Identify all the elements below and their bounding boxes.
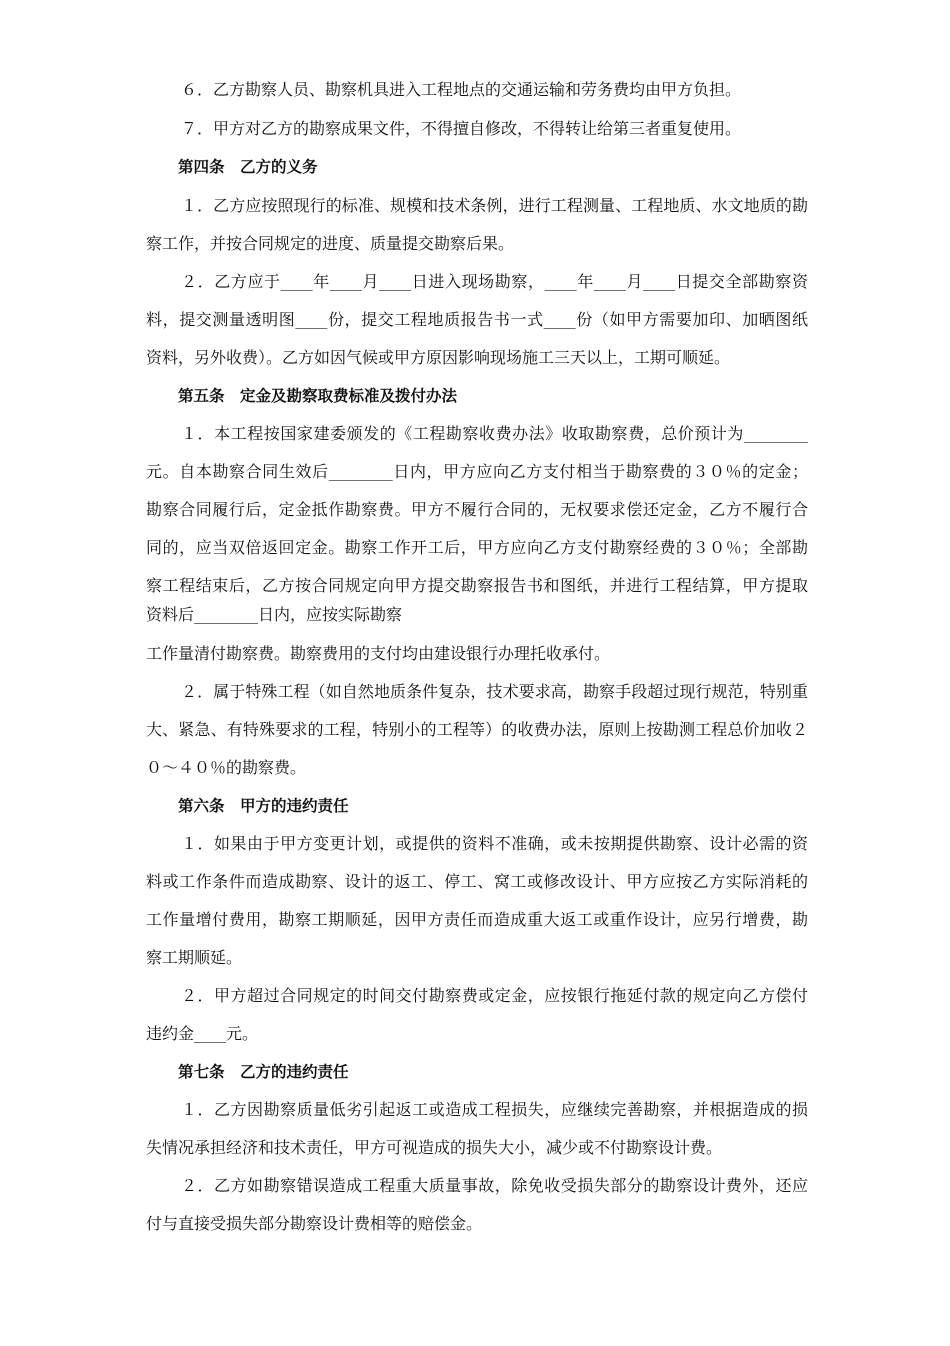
article-5-item-2-line-2: 大、紧急、有特殊要求的工程，特别小的工程等）的收费办法，原则上按勘测工程总价加收２ [146,720,808,739]
article-5-item-2-line-3: ０～４０％的勘察费。 [146,758,307,777]
article-6-item-2-line-1: ２．甲方超过合同规定的时间交付勘察费或定金，应按银行拖延付款的规定向乙方偿付 [181,986,808,1005]
article-5-item-1-line-6: 资料后________日内，应按实际勘察 [146,605,403,624]
article-4-item-1-line-1: １．乙方应按照现行的标准、规模和技术条例，进行工程测量、工程地质、水文地质的勘 [181,196,808,215]
article-5-item-1-line-5: 察工程结束后，乙方按合同规定向甲方提交勘察报告书和图纸，并进行工程结算，甲方提取 [146,576,808,595]
article-6-item-1-line-2: 料或工作条件而造成勘察、设计的返工、停工、窝工或修改设计、甲方应按乙方实际消耗的 [146,872,808,891]
article-7-item-1-line-2: 失情况承担经济和技术责任，甲方可视造成的损失大小，减少或不付勘察设计费。 [146,1138,723,1157]
clause-7: ７．甲方对乙方的勘察成果文件，不得擅自修改，不得转让给第三者重复使用。 [181,119,742,138]
article-7-item-1-line-1: １．乙方因勘察质量低劣引起返工或造成工程损失，应继续完善勘察，并根据造成的损 [181,1100,808,1119]
article-5-item-1-line-3: 勘察合同履行后，定金抵作勘察费。甲方不履行合同的，无权要求偿还定金，乙方不履行合 [146,500,808,519]
article-4-item-2-line-1: ２．乙方应于____年____月____日进入现场勘察，____年____月____日提交全部勘察资 [181,272,808,291]
article-5-item-2-line-1: ２．属于特殊工程（如自然地质条件复杂，技术要求高，勘察手段超过现行规范，特别重 [181,682,808,701]
article-4-title: 第四条 乙方的义务 [178,158,318,176]
clause-6: ６．乙方勘察人员、勘察机具进入工程地点的交通运输和劳务费均由甲方负担。 [181,80,742,99]
article-5-item-1-line-1: １．本工程按国家建委颁发的《工程勘察收费办法》收取勘察费，总价预计为________ [181,424,808,443]
article-4-item-2-line-2: 料，提交测量透明图____份，提交工程地质报告书一式____份（如甲方需要加印、加晒图纸 [146,310,808,329]
article-7-item-2-line-1: ２．乙方如勘察错误造成工程重大质量事故，除免收受损失部分的勘察设计费外，还应 [181,1176,808,1195]
article-7-item-2-line-2: 付与直接受损失部分勘察设计费相等的赔偿金。 [146,1214,483,1233]
article-4-item-1-line-2: 察工作，并按合同规定的进度、质量提交勘察后果。 [146,234,515,253]
article-6-item-1-line-1: １．如果由于甲方变更计划，或提供的资料不准确，或未按期提供勘察、设计必需的资 [181,834,808,853]
article-5-item-1-line-7: 工作量清付勘察费。勘察费用的支付均由建设银行办理托收承付。 [146,644,611,663]
article-5-title: 第五条 定金及勘察取费标准及拨付办法 [178,387,458,405]
article-4-item-2-line-3: 资料，另外收费）。乙方如因气候或甲方原因影响现场施工三天以上，工期可顺延。 [146,348,731,367]
article-6-title: 第六条 甲方的违约责任 [178,797,349,815]
article-6-item-1-line-4: 察工期顺延。 [146,948,243,967]
article-6-item-1-line-3: 工作量增付费用，勘察工期顺延，因甲方责任而造成重大返工或重作设计，应另行增费，勘 [146,910,808,929]
article-7-title: 第七条 乙方的违约责任 [178,1063,349,1081]
article-5-item-1-line-4: 同的，应当双倍返回定金。勘察工作开工后，甲方应向乙方支付勘察经费的３０％；全部勘 [146,538,808,557]
article-6-item-2-line-2: 违约金____元。 [146,1024,259,1043]
article-5-item-1-line-2: 元。自本勘察合同生效后________日内，甲方应向乙方支付相当于勘察费的３０％的定金； [146,462,808,481]
